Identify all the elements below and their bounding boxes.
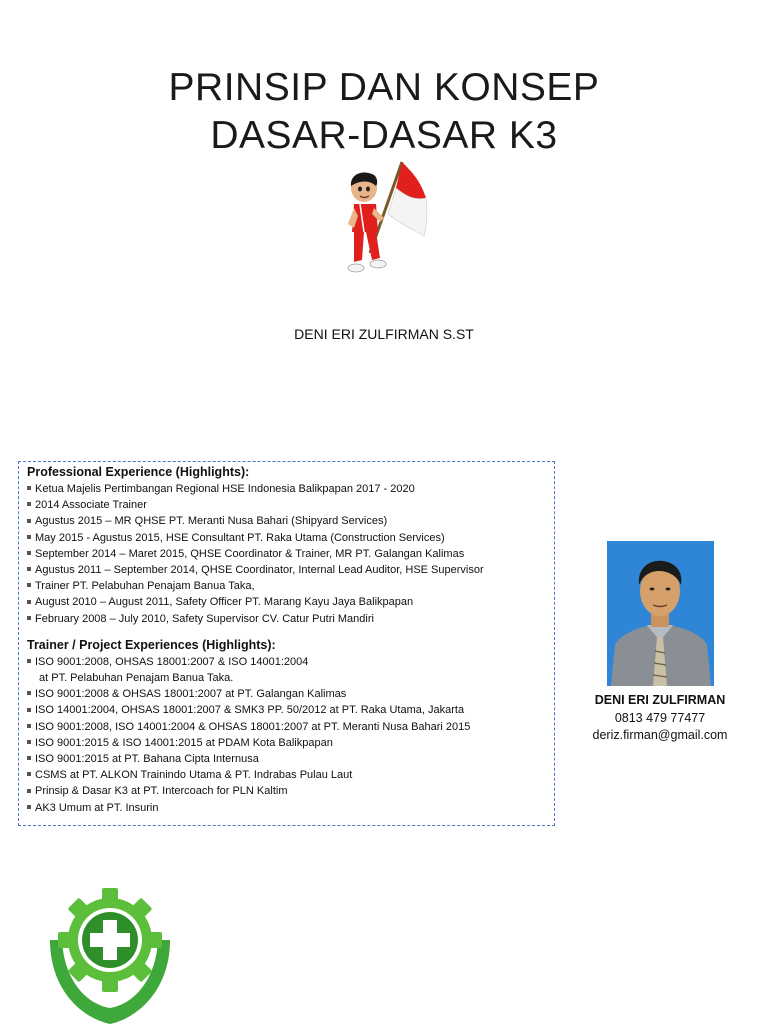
bullet-icon [27,772,31,776]
list-item-text: Ketua Majelis Pertimbangan Regional HSE Indonesia Balikpapan 2017 - 2020 [35,483,415,495]
list-item-text: ISO 9001:2008 & OHSAS 18001:2007 at PT. Galangan Kalimas [35,688,347,701]
list-item [27,783,548,799]
bullet-icon [27,659,31,663]
list-item [27,702,548,718]
person-silhouette-icon [607,541,714,686]
bullet-icon [27,691,31,695]
list-item [27,751,548,767]
list-item [27,670,548,686]
list-item-text: May 2015 - Agustus 2015, HSE Consultant PT. Raka Utama (Construction Services) [35,531,445,544]
list-item-text: Agustus 2015 – MR QHSE PT. Meranti Nusa Bahari (Shipyard Services) [35,515,388,528]
list-item [27,513,548,529]
bullet-icon [27,616,31,620]
list-item-text: ISO 9001:2008, ISO 14001:2004 & OHSAS 18001:2007 at PT. Meranti Nusa Bahari 2015 [35,720,471,733]
list-item-text: February 2008 – July 2010, Safety Supervisor CV. Catur Putri Mandiri [35,612,374,625]
list-item [27,611,548,627]
contact-card [575,692,745,745]
list-item-text: Trainer PT. Pelabuhan Penajam Banua Taka, [35,580,255,593]
list-item-text: ISO 14001:2004, OHSAS 18001:2007 & SMK3 PP. 50/2012 at PT. Raka Utama, Jakarta [35,704,465,717]
list-item-text: CSMS at PT. ALKON Trainindo Utama & PT. Indrabas Pulau Laut [35,769,353,782]
author-name: DENI ERI ZULFIRMAN S.ST [294,326,474,342]
bullet-icon [27,486,31,490]
bullet-icon [27,740,31,744]
list-item-text: ISO 9001:2015 at PT. Bahana Cipta Internusa [35,753,259,766]
list-item-text: ISO 9001:2008, OHSAS 18001:2007 & ISO 14001:2004 [35,655,309,668]
list-item [27,530,548,546]
list-item [27,497,548,513]
contact-name: DENI ERI ZULFIRMAN [594,693,726,707]
list-item [27,767,548,783]
trainer-heading: Trainer / Project Experiences (Highlights): [27,637,276,652]
bullet-icon [27,519,31,523]
list-item-text: AK3 Umum at PT. Insurin [35,801,159,814]
list-item [27,546,548,562]
professional-heading: Professional Experience (Highlights): [27,465,250,479]
bullet-icon [27,502,31,506]
profile-photo [607,541,714,686]
bullet-icon [27,600,31,604]
list-item [27,594,548,610]
bullet-icon [27,551,31,555]
bullet-icon [27,583,31,587]
list-item [27,562,548,578]
list-item-text: Prinsip & Dasar K3 at PT. Intercoach for PLN Kaltim [35,785,288,798]
list-item [27,686,548,702]
list-item [27,481,548,497]
bullet-icon [27,708,31,712]
bullet-icon [27,535,31,539]
list-item-text: September 2014 – Maret 2015, QHSE Coordinator & Trainer, MR PT. Galangan Kalimas [35,547,465,560]
bullet-icon [27,756,31,760]
bullet-icon [27,567,31,571]
list-item-text: at PT. Pelabuhan Penajam Banua Taka. [39,672,234,685]
list-item-text: Agustus 2011 – September 2014, QHSE Coordinator, Internal Lead Auditor, HSE Supervisor [35,564,484,577]
list-item [27,735,548,751]
k3-safety-logo-icon [48,880,172,1024]
professional-list [27,481,548,627]
trainer-list [27,654,548,816]
list-item-text: August 2010 – August 2011, Safety Officer PT. Marang Kayu Jaya Balikpapan [35,596,414,609]
contact-phone: 0813 479 77477 [614,710,706,725]
title-line-2: DASAR-DASAR K3 [210,114,558,157]
bullet-icon [27,805,31,809]
bullet-icon [27,789,31,793]
bullet-icon [27,724,31,728]
list-item [27,800,548,816]
list-item [27,719,548,735]
flag-bearer-icon [340,158,435,280]
page-title [0,64,768,160]
list-item-text: ISO 9001:2015 & ISO 14001:2015 at PDAM Kota Balikpapan [35,736,333,749]
experience-box [18,461,555,826]
contact-email: deriz.firman@gmail.com [592,728,728,742]
list-item [27,578,548,594]
list-item-text: 2014 Associate Trainer [35,499,147,512]
title-line-1: PRINSIP DAN KONSEP [168,66,600,109]
list-item [27,654,548,670]
